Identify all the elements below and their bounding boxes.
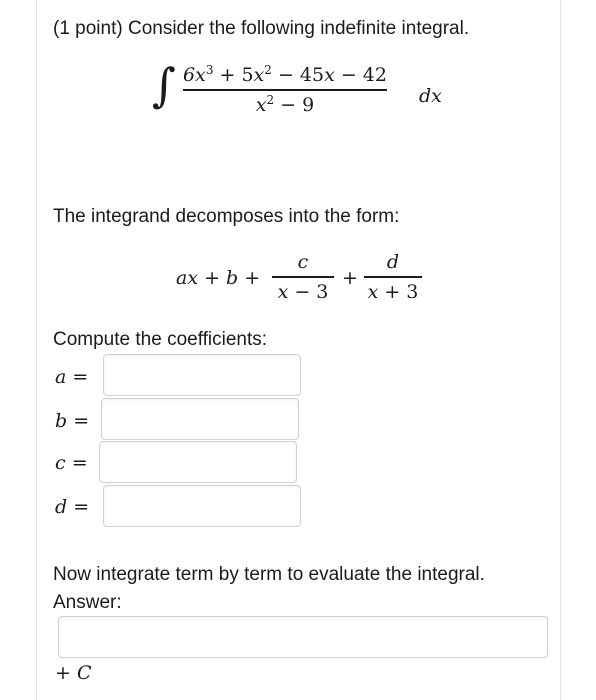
integral-dx: dx bbox=[419, 85, 442, 107]
form-frac1-denominator: x − 3 bbox=[277, 280, 329, 303]
form-fraction-c bbox=[272, 251, 334, 303]
coef-c-input[interactable] bbox=[99, 441, 297, 483]
form-frac2-numerator: d bbox=[386, 251, 400, 273]
coef-d-input[interactable] bbox=[103, 485, 301, 527]
coef-b-label: b = bbox=[55, 410, 90, 432]
form-frac2-denominator: x + 3 bbox=[367, 280, 419, 303]
coef-d-label: d = bbox=[55, 496, 90, 518]
integral-sign: ∫ bbox=[152, 58, 176, 112]
integral-denominator: $x^2 - 9$ bbox=[255, 92, 315, 116]
answer-input[interactable] bbox=[58, 616, 548, 658]
answer-label: Answer: bbox=[53, 592, 122, 613]
form-fraction-d bbox=[364, 251, 422, 303]
integral-numerator: $6x^3 + 5x^2 - 45x - 42$ bbox=[183, 63, 387, 86]
form-plus: + bbox=[342, 267, 358, 289]
integrate-text: Now integrate term by term to evaluate the integral. bbox=[53, 564, 485, 585]
form-lead: ax + b + bbox=[176, 267, 261, 289]
plus-c-label: + C bbox=[55, 662, 92, 684]
coef-a-input[interactable] bbox=[103, 354, 301, 396]
form-frac1-numerator: c bbox=[297, 251, 309, 273]
integral-fraction bbox=[183, 64, 387, 116]
form-frac2-bar bbox=[364, 276, 422, 278]
decompose-text: The integrand decomposes into the form: bbox=[53, 206, 400, 227]
coef-b-input[interactable] bbox=[101, 398, 299, 440]
compute-text: Compute the coefficients: bbox=[53, 329, 268, 350]
integral-fraction-bar bbox=[183, 89, 387, 91]
coef-c-label: c = bbox=[55, 452, 88, 474]
coef-a-label: a = bbox=[55, 366, 89, 388]
problem-intro: (1 point) Consider the following indefinite integral. bbox=[53, 18, 470, 39]
form-frac1-bar bbox=[272, 276, 334, 278]
